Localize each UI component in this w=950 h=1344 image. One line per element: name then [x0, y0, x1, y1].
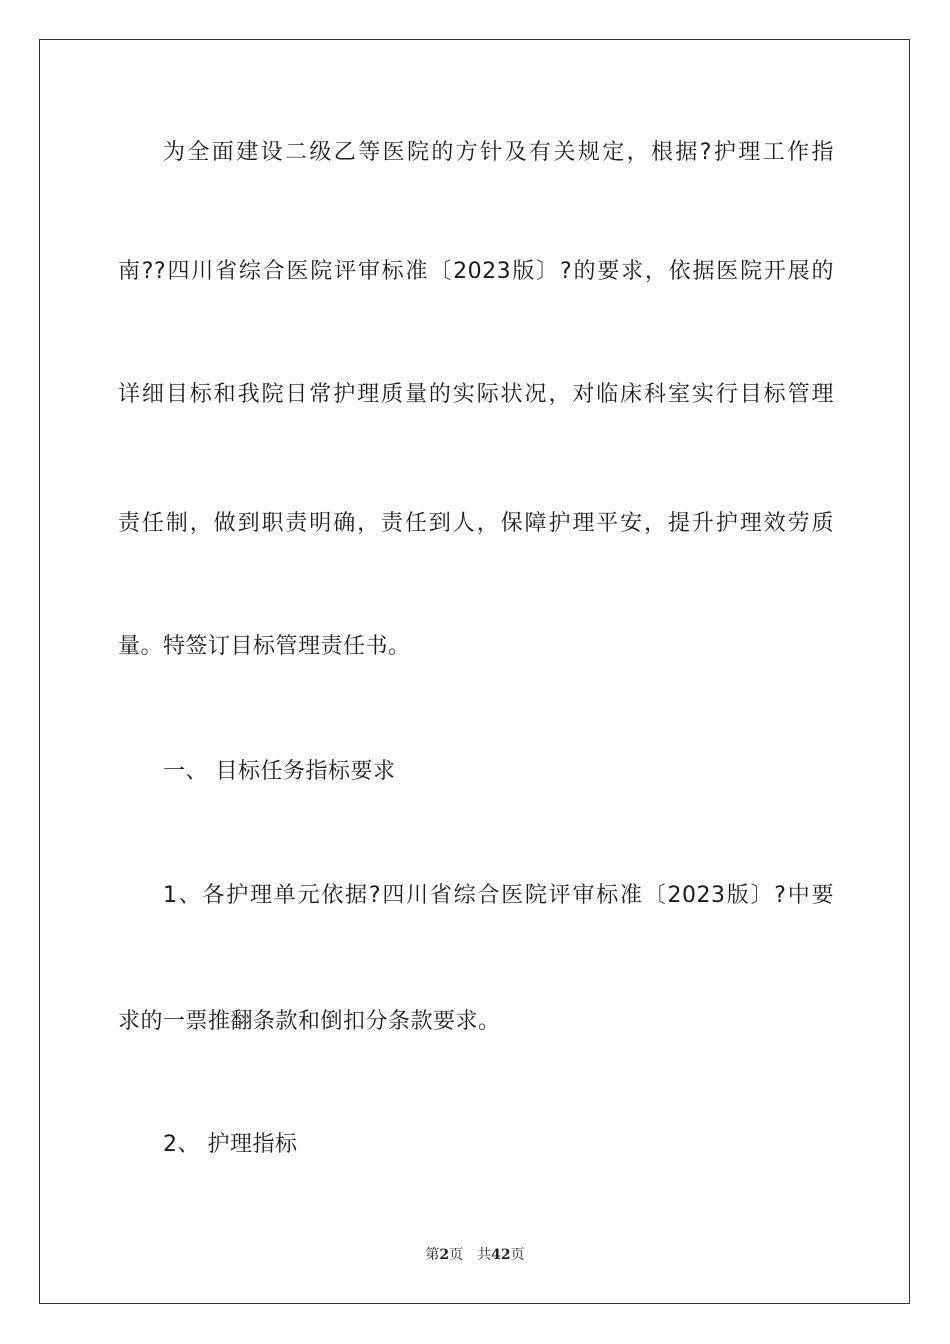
section-heading: 一、 目标任务指标要求 [163, 759, 396, 784]
page-footer [0, 1246, 950, 1264]
paragraph-line: 详细目标和我院日常护理质量的实际状况，对临床科室实行目标管理 [118, 382, 834, 407]
current-page-number: 2 [439, 1247, 450, 1263]
footer-total-unit: 页 [510, 1247, 525, 1263]
page-border [39, 39, 910, 1304]
footer-total-prefix: 共 [477, 1247, 492, 1263]
footer-page-unit: 页 [449, 1247, 464, 1263]
paragraph-line: 量。特签订目标管理责任书。 [118, 634, 411, 659]
paragraph-line: 责任制，做到职责明确，责任到人，保障护理平安，提升护理效劳质 [118, 511, 834, 536]
list-item-line: 1、各护理单元依据?四川省综合医院评审标准〔2023版〕?中要 [163, 883, 834, 908]
total-pages-number: 42 [491, 1247, 511, 1263]
list-item: 2、 护理指标 [163, 1132, 298, 1157]
paragraph-line: 为全面建设二级乙等医院的方针及有关规定，根据?护理工作指 [163, 140, 834, 165]
footer-prefix: 第 [425, 1247, 440, 1263]
list-item-line: 求的一票推翻条款和倒扣分条款要求。 [118, 1009, 501, 1034]
paragraph-line: 南??四川省综合医院评审标准〔2023版〕?的要求，依据医院开展的 [118, 259, 834, 284]
